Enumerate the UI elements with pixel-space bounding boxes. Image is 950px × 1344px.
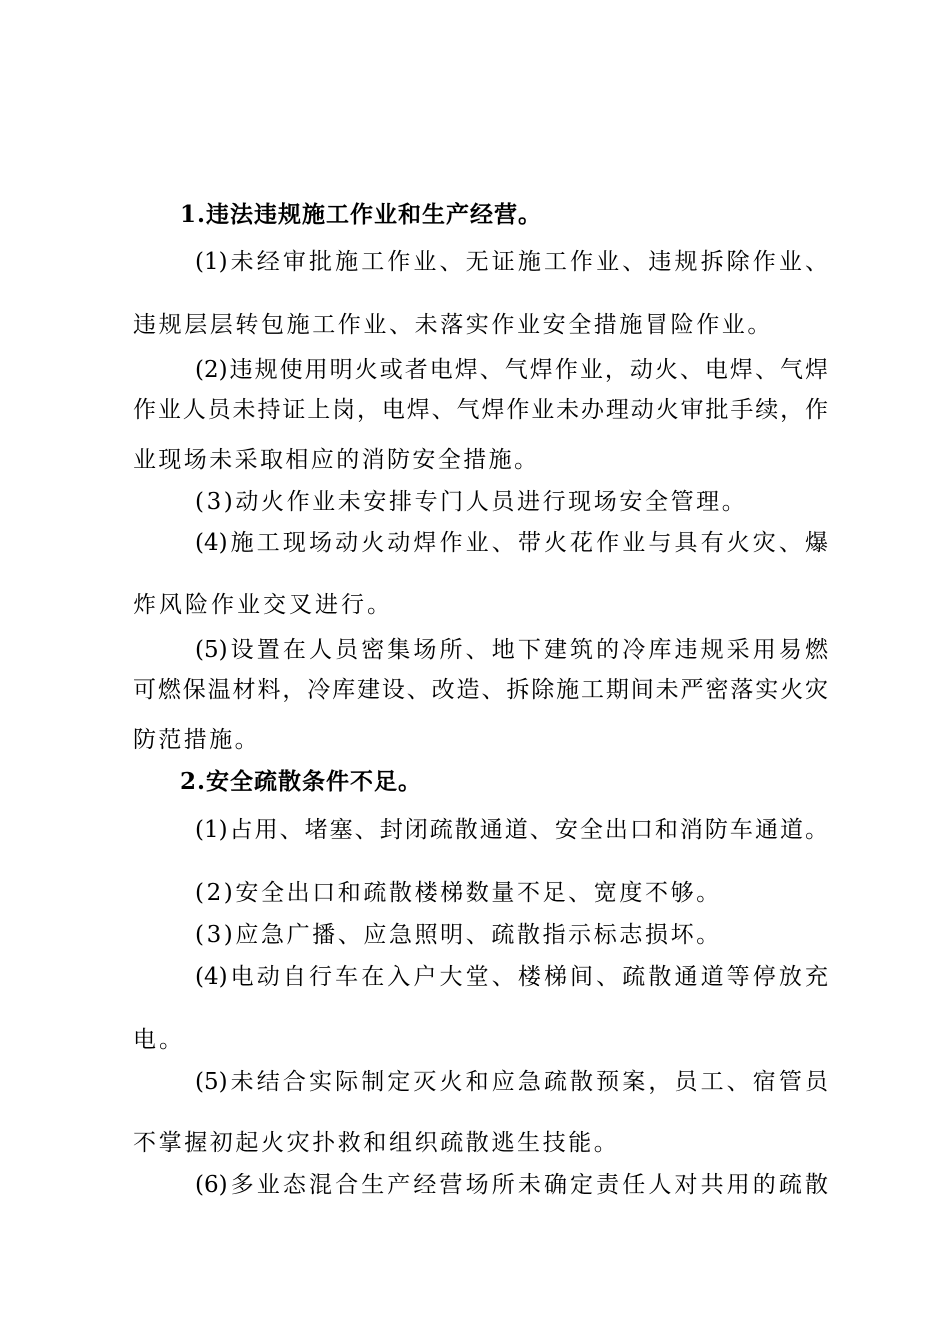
- list-item: (1)占用、堵塞、封闭疏散通道、安全出口和消防车通道。: [195, 817, 828, 843]
- list-item: (4)施工现场动火动焊作业、带火花作业与具有火灾、爆: [195, 530, 828, 556]
- list-item: (2)违规使用明火或者电焊、气焊作业，动火、电焊、气焊: [195, 357, 828, 383]
- list-item: (3)动火作业未安排专门人员进行现场安全管理。: [195, 489, 748, 515]
- list-item: (3)应急广播、应急照明、疏散指示标志损坏。: [195, 922, 722, 948]
- list-item-continuation: 作业人员未持证上岗，电焊、气焊作业未办理动火审批手续，作: [133, 397, 828, 423]
- list-item-continuation: 业现场未采取相应的消防安全措施。: [133, 447, 540, 473]
- list-item-continuation: 可燃保温材料，冷库建设、改造、拆除施工期间未严密落实火灾: [133, 677, 828, 703]
- list-item-continuation: 炸风险作业交叉进行。: [133, 592, 393, 618]
- list-item-continuation: 违规层层转包施工作业、未落实作业安全措施冒险作业。: [133, 312, 773, 338]
- list-item: (2)安全出口和疏散楼梯数量不足、宽度不够。: [195, 880, 722, 906]
- list-item: (5)设置在人员密集场所、地下建筑的冷库违规采用易燃: [195, 637, 828, 663]
- list-item-continuation: 电。: [133, 1027, 185, 1053]
- list-item: (6)多业态混合生产经营场所未确定责任人对共用的疏散: [195, 1172, 828, 1198]
- list-item: (4)电动自行车在入户大堂、楼梯间、疏散通道等停放充: [195, 964, 828, 990]
- section-heading: 2.安全疏散条件不足。: [180, 768, 423, 795]
- list-item-continuation: 不掌握初起火灾扑救和组织疏散逃生技能。: [133, 1130, 620, 1156]
- list-item: (1)未经审批施工作业、无证施工作业、违规拆除作业、: [195, 249, 828, 275]
- list-item-continuation: 防范措施。: [133, 727, 260, 753]
- section-heading: 1.违法违规施工作业和生产经营。: [180, 201, 543, 228]
- list-item: (5)未结合实际制定灭火和应急疏散预案，员工、宿管员: [195, 1069, 828, 1095]
